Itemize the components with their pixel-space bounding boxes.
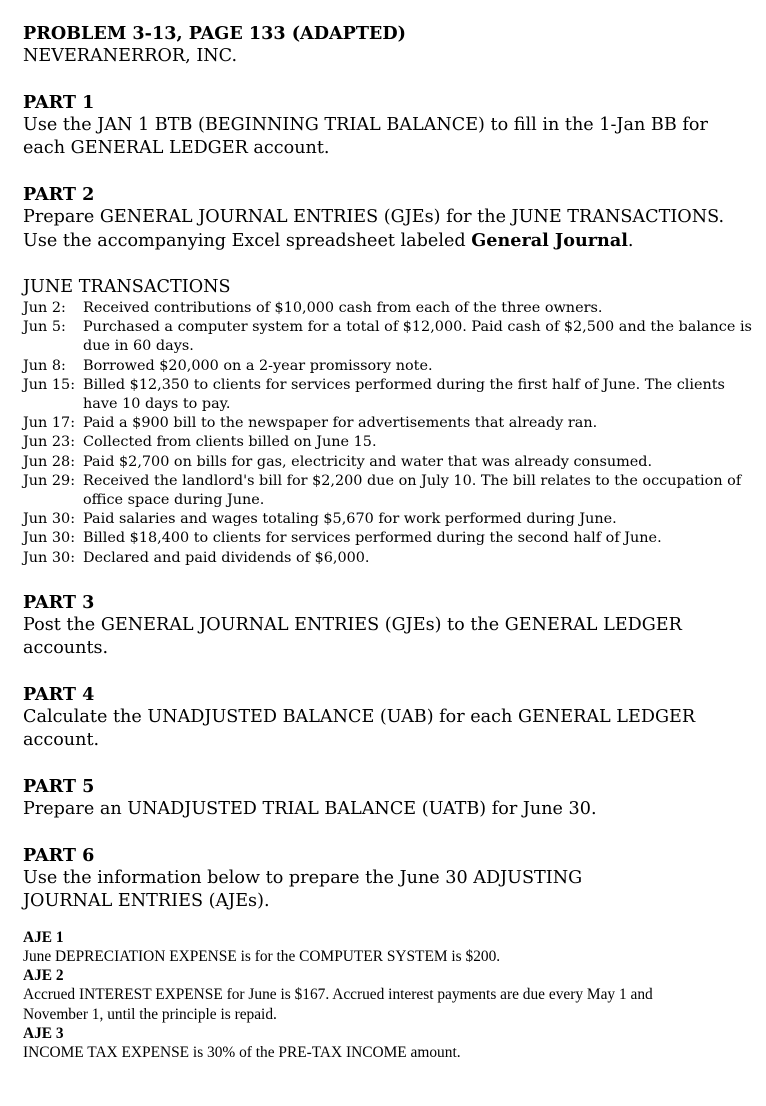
transaction-item	[23, 299, 753, 318]
part1-title: PART 1	[23, 92, 95, 113]
transaction-text: Declared and paid dividends of $6,000.	[83, 549, 370, 566]
transaction-text: Purchased a computer system for a total of $12,000. Paid cash of $2,500 and the balance is due in 60 days.	[83, 319, 752, 355]
transaction-date: Jun 8:	[23, 357, 66, 374]
company-name: NEVERANERROR, INC.	[23, 46, 238, 66]
transaction-text: Borrowed $20,000 on a 2-year promissory note.	[83, 357, 433, 374]
aje-title: AJE 2	[23, 967, 64, 985]
transaction-item	[23, 472, 753, 510]
aje-text: Accrued INTEREST EXPENSE for June is $167. Accrued interest payments are due every May 1 and November 1, until the principle is repaid.	[23, 986, 653, 1023]
transaction-item	[23, 376, 753, 414]
part2-text-main: Prepare GENERAL JOURNAL ENTRIES (GJEs) for the JUNE TRANSACTIONS. Use the accompanying Excel spreadsheet labeled	[23, 207, 725, 251]
transaction-text: Paid salaries and wages totaling $5,670 for work performed during June.	[83, 511, 617, 528]
transaction-text: Paid a $900 bill to the newspaper for advertisements that already ran.	[83, 415, 598, 432]
transaction-date: Jun 5:	[23, 319, 66, 336]
aje-text: June DEPRECIATION EXPENSE is for the COMPUTER SYSTEM is $200.	[23, 948, 501, 966]
part5-title: PART 5	[23, 775, 95, 797]
part2-text	[23, 206, 753, 253]
part3-text: Post the GENERAL JOURNAL ENTRIES (GJEs) to the GENERAL LEDGER accounts.	[23, 614, 682, 658]
problem-title: PROBLEM 3-13, PAGE 133 (ADAPTED)	[23, 23, 406, 44]
june-transactions-heading: JUNE TRANSACTIONS	[23, 277, 231, 297]
part4-text: Calculate the UNADJUSTED BALANCE (UAB) for each GENERAL LEDGER account.	[23, 706, 696, 750]
part3-title: PART 3	[23, 591, 95, 613]
part5-text: Prepare an UNADJUSTED TRIAL BALANCE (UATB) for June 30.	[23, 798, 597, 819]
transaction-item	[23, 433, 753, 452]
transaction-date: Jun 30:	[23, 511, 76, 528]
transaction-date: Jun 2:	[23, 300, 66, 316]
transaction-text: Received contributions of $10,000 cash from each of the three owners.	[83, 300, 603, 316]
transaction-item	[23, 529, 753, 548]
transaction-date: Jun 15:	[23, 376, 76, 393]
aje-text: INCOME TAX EXPENSE is 30% of the PRE-TAX INCOME amount.	[23, 1044, 461, 1062]
transaction-item	[23, 414, 753, 433]
general-journal-label: General Journal	[471, 230, 628, 251]
transaction-text: Collected from clients billed on June 15.	[83, 434, 377, 451]
part2-title: PART 2	[23, 184, 95, 205]
transaction-item	[23, 318, 753, 356]
part6-title: PART 6	[23, 844, 95, 866]
aje-title: AJE 3	[23, 1024, 64, 1042]
transaction-date: Jun 17:	[23, 415, 76, 432]
part2-text-end: .	[627, 231, 634, 251]
aje-title: AJE 1	[23, 928, 64, 946]
part6-text: Use the information below to prepare the June 30 ADJUSTING JOURNAL ENTRIES (AJEs).	[23, 867, 583, 911]
transaction-list	[23, 299, 753, 568]
part1-text: Use the JAN 1 BTB (BEGINNING TRIAL BALANCE) to fill in the 1-Jan BB for each GENERAL LEDGER account.	[23, 115, 708, 158]
transaction-text: Paid $2,700 on bills for gas, electricity and water that was already consumed.	[83, 453, 653, 470]
part4-title: PART 4	[23, 683, 95, 705]
transaction-item	[23, 453, 753, 472]
transaction-text: Billed $18,400 to clients for services performed during the second half of June.	[83, 530, 662, 547]
transaction-text: Billed $12,350 to clients for services performed during the first half of June. The clients have 10 days to pay.	[83, 376, 725, 413]
transaction-date: Jun 28:	[23, 453, 76, 470]
document-page	[23, 22, 753, 1062]
transaction-date: Jun 29:	[23, 472, 76, 489]
aje-list	[23, 928, 663, 1062]
transaction-item	[23, 549, 753, 568]
transaction-date: Jun 30:	[23, 549, 76, 566]
transaction-date: Jun 30:	[23, 530, 76, 547]
transaction-item	[23, 510, 753, 529]
transaction-item	[23, 357, 753, 376]
transaction-date: Jun 23:	[23, 434, 76, 451]
transaction-text: Received the landlord's bill for $2,200 due on July 10. The bill relates to the occupation of office space during June.	[83, 472, 742, 509]
